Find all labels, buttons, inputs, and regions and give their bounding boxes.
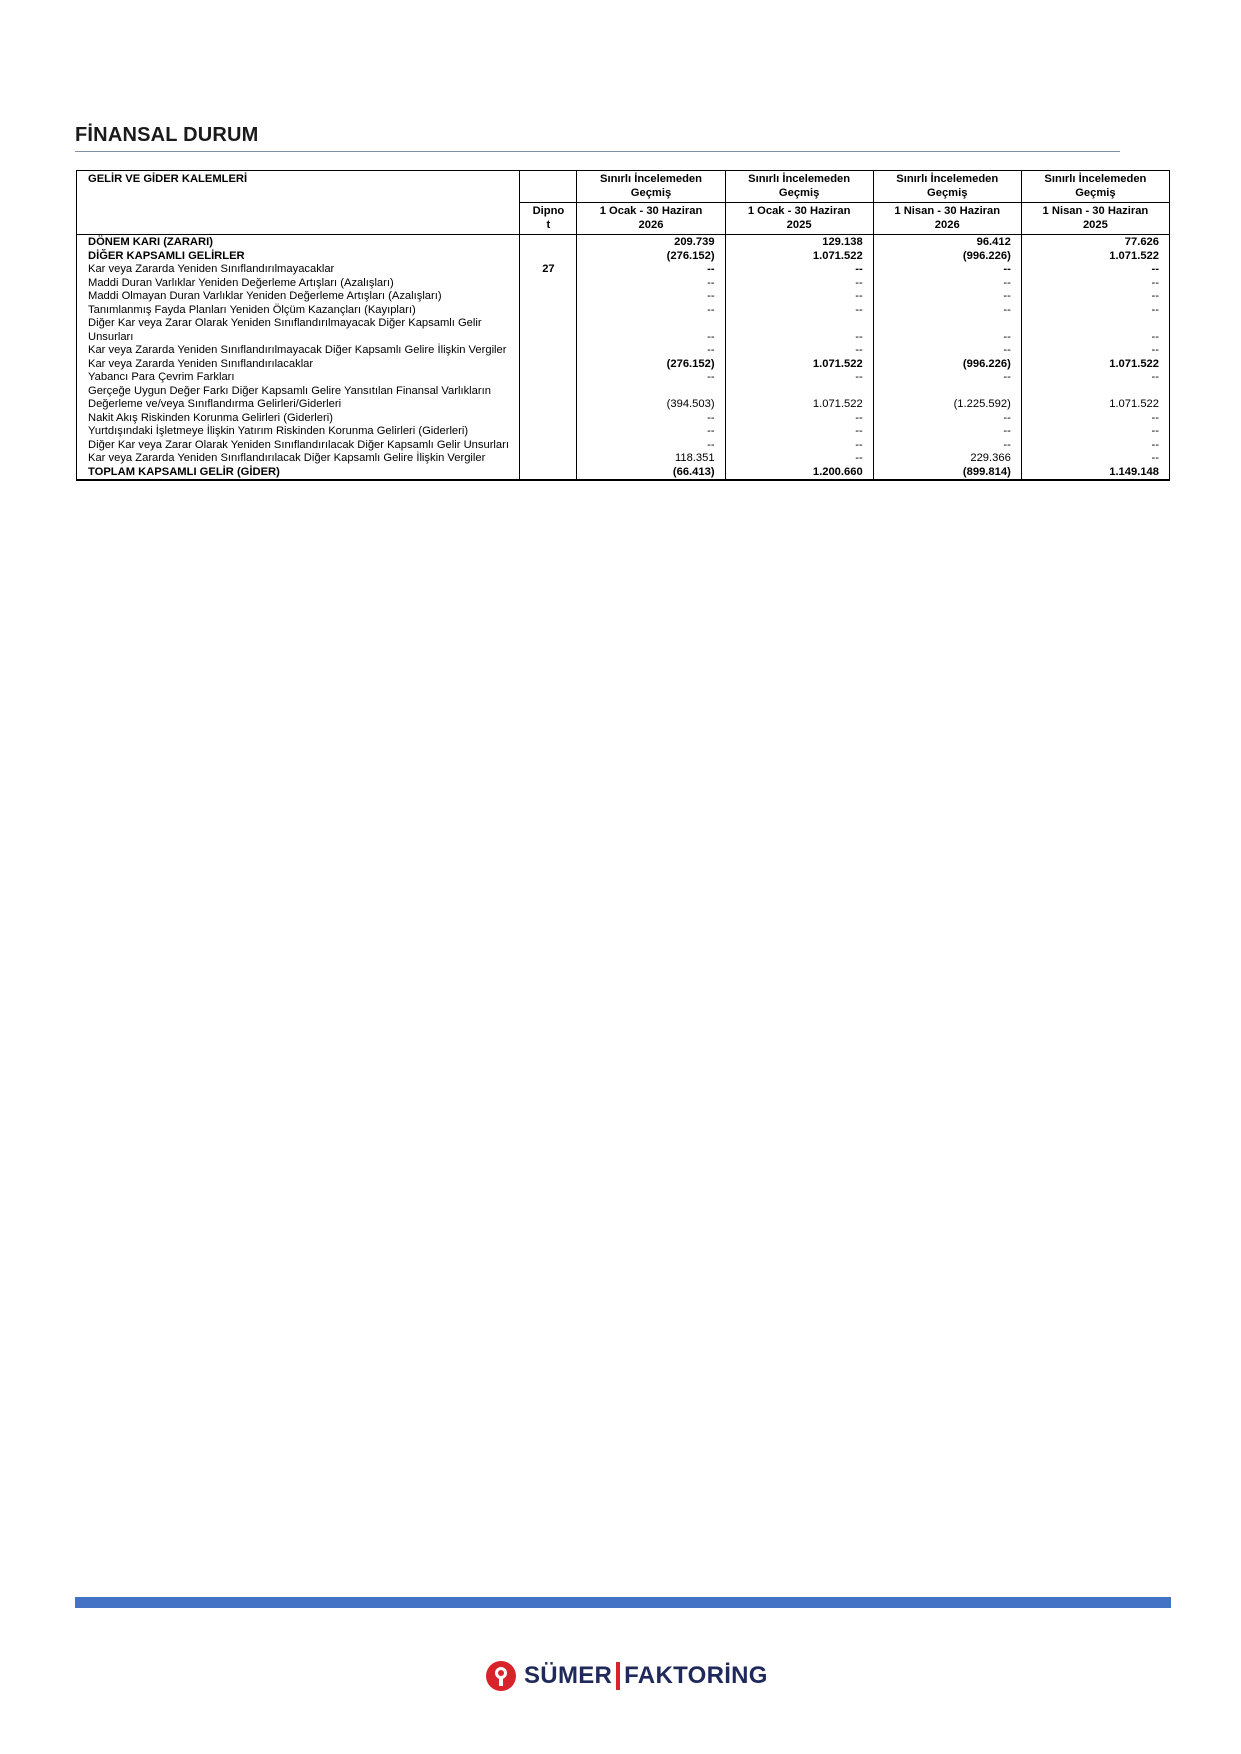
row-value-2: 1.071.522 xyxy=(725,385,873,412)
row-value-3: -- xyxy=(873,412,1021,426)
table-row xyxy=(77,317,1170,344)
logo-text-right: FAKTORİNG xyxy=(624,1662,768,1689)
row-value-1: (276.152) xyxy=(577,358,725,372)
row-label: Yurtdışındaki İşletmeye İlişkin Yatırım Riskinden Korunma Gelirleri (Giderleri) xyxy=(77,425,520,439)
row-value-4: -- xyxy=(1021,277,1169,291)
row-label: Diğer Kar veya Zarar Olarak Yeniden Sınıflandırılacak Diğer Kapsamlı Gelir Unsurları xyxy=(77,439,520,453)
row-value-3: -- xyxy=(873,317,1021,344)
table-body xyxy=(77,235,1170,481)
row-note xyxy=(520,385,577,412)
row-value-3: (996.226) xyxy=(873,250,1021,264)
page-title: FİNANSAL DURUM xyxy=(75,124,259,146)
row-value-3: (899.814) xyxy=(873,466,1021,481)
table-row xyxy=(77,466,1170,481)
row-value-3: -- xyxy=(873,304,1021,318)
logo-separator xyxy=(616,1662,620,1690)
row-value-3: -- xyxy=(873,371,1021,385)
row-value-1: -- xyxy=(577,277,725,291)
row-label: Diğer Kar veya Zarar Olarak Yeniden Sınıflandırılmayacak Diğer Kapsamlı Gelir Unsurları xyxy=(77,317,520,344)
row-value-1: 209.739 xyxy=(577,235,725,250)
row-value-4: -- xyxy=(1021,439,1169,453)
row-value-3: 229.366 xyxy=(873,452,1021,466)
row-value-2: -- xyxy=(725,317,873,344)
row-value-1: (394.503) xyxy=(577,385,725,412)
row-value-3: (996.226) xyxy=(873,358,1021,372)
row-value-2: -- xyxy=(725,263,873,277)
footer-bar xyxy=(75,1597,1171,1608)
row-value-1: -- xyxy=(577,317,725,344)
income-statement-table xyxy=(76,170,1170,481)
row-value-1: (66.413) xyxy=(577,466,725,481)
row-label: Yabancı Para Çevrim Farkları xyxy=(77,371,520,385)
row-label: Kar veya Zararda Yeniden Sınıflandırılacak Diğer Kapsamlı Gelire İlişkin Vergiler xyxy=(77,452,520,466)
row-note xyxy=(520,277,577,291)
row-value-2: -- xyxy=(725,439,873,453)
row-note xyxy=(520,317,577,344)
row-value-4: -- xyxy=(1021,317,1169,344)
note-column-header-top xyxy=(520,171,577,203)
row-value-2: -- xyxy=(725,371,873,385)
row-label: DÖNEM KARI (ZARARI) xyxy=(77,235,520,250)
row-value-4: -- xyxy=(1021,344,1169,358)
column-period-1: 1 Ocak - 30 Haziran 2026 xyxy=(577,203,725,235)
row-note xyxy=(520,304,577,318)
row-value-1: -- xyxy=(577,344,725,358)
row-value-1: -- xyxy=(577,263,725,277)
row-value-2: -- xyxy=(725,277,873,291)
row-value-3: (1.225.592) xyxy=(873,385,1021,412)
row-value-2: -- xyxy=(725,412,873,426)
company-logo xyxy=(486,1658,768,1694)
row-label: Gerçeğe Uygun Değer Farkı Diğer Kapsamlı Gelire Yansıtılan Finansal Varlıkların Değerleme ve/veya Sınıflandırma Gelirleri/Giderleri xyxy=(77,385,520,412)
row-value-4: 1.071.522 xyxy=(1021,250,1169,264)
table-row xyxy=(77,371,1170,385)
row-note xyxy=(520,235,577,250)
table-row xyxy=(77,358,1170,372)
logo-text-left: SÜMER xyxy=(524,1662,613,1689)
row-value-3: -- xyxy=(873,344,1021,358)
row-value-4: 1.149.148 xyxy=(1021,466,1169,481)
column-review-2: Sınırlı İncelemeden Geçmiş xyxy=(725,171,873,203)
row-value-4: -- xyxy=(1021,452,1169,466)
row-note xyxy=(520,452,577,466)
note-column-header: Dipno t xyxy=(520,203,577,235)
table-row xyxy=(77,425,1170,439)
row-label: Maddi Olmayan Duran Varlıklar Yeniden Değerleme Artışları (Azalışları) xyxy=(77,290,520,304)
row-note xyxy=(520,250,577,264)
row-value-1: -- xyxy=(577,439,725,453)
table-row xyxy=(77,344,1170,358)
row-note xyxy=(520,466,577,481)
row-value-2: -- xyxy=(725,344,873,358)
row-value-1: -- xyxy=(577,371,725,385)
table-row xyxy=(77,277,1170,291)
row-value-4: -- xyxy=(1021,425,1169,439)
row-note: 27 xyxy=(520,263,577,277)
row-label: DİĞER KAPSAMLI GELİRLER xyxy=(77,250,520,264)
row-value-2: 1.071.522 xyxy=(725,250,873,264)
table-row xyxy=(77,263,1170,277)
row-label: Kar veya Zararda Yeniden Sınıflandırılmayacak Diğer Kapsamlı Gelire İlişkin Vergiler xyxy=(77,344,520,358)
row-note xyxy=(520,358,577,372)
row-value-4: 1.071.522 xyxy=(1021,358,1169,372)
row-value-1: (276.152) xyxy=(577,250,725,264)
row-value-3: 96.412 xyxy=(873,235,1021,250)
table-row xyxy=(77,250,1170,264)
column-period-4: 1 Nisan - 30 Haziran 2025 xyxy=(1021,203,1169,235)
header-row-review xyxy=(77,171,1170,203)
row-value-4: -- xyxy=(1021,263,1169,277)
row-value-2: -- xyxy=(725,452,873,466)
row-value-3: -- xyxy=(873,425,1021,439)
table-row xyxy=(77,290,1170,304)
row-value-4: -- xyxy=(1021,371,1169,385)
row-label: TOPLAM KAPSAMLI GELİR (GİDER) xyxy=(77,466,520,481)
column-period-2: 1 Ocak - 30 Haziran 2025 xyxy=(725,203,873,235)
row-label: Kar veya Zararda Yeniden Sınıflandırılacaklar xyxy=(77,358,520,372)
column-review-3: Sınırlı İncelemeden Geçmiş xyxy=(873,171,1021,203)
title-divider xyxy=(75,151,1120,152)
row-value-3: -- xyxy=(873,277,1021,291)
row-label: Tanımlanmış Fayda Planları Yeniden Ölçüm Kazançları (Kayıpları) xyxy=(77,304,520,318)
row-value-3: -- xyxy=(873,263,1021,277)
row-value-4: -- xyxy=(1021,290,1169,304)
row-value-3: -- xyxy=(873,439,1021,453)
table-row xyxy=(77,412,1170,426)
row-value-4: 77.626 xyxy=(1021,235,1169,250)
row-note xyxy=(520,439,577,453)
row-label: Kar veya Zararda Yeniden Sınıflandırılmayacaklar xyxy=(77,263,520,277)
column-review-1: Sınırlı İncelemeden Geçmiş xyxy=(577,171,725,203)
row-note xyxy=(520,290,577,304)
row-value-2: 129.138 xyxy=(725,235,873,250)
row-label: Nakit Akış Riskinden Korunma Gelirleri (Giderleri) xyxy=(77,412,520,426)
table-row xyxy=(77,304,1170,318)
row-value-1: -- xyxy=(577,290,725,304)
sumer-key-icon xyxy=(486,1661,516,1691)
table-row xyxy=(77,452,1170,466)
label-column-header: GELİR VE GİDER KALEMLERİ xyxy=(77,171,520,235)
column-period-3: 1 Nisan - 30 Haziran 2026 xyxy=(873,203,1021,235)
row-value-1: -- xyxy=(577,412,725,426)
row-label: Maddi Duran Varlıklar Yeniden Değerleme Artışları (Azalışları) xyxy=(77,277,520,291)
row-note xyxy=(520,344,577,358)
table-row xyxy=(77,235,1170,250)
row-value-2: 1.071.522 xyxy=(725,358,873,372)
table-row xyxy=(77,439,1170,453)
row-value-4: 1.071.522 xyxy=(1021,385,1169,412)
row-value-2: -- xyxy=(725,425,873,439)
row-value-1: -- xyxy=(577,425,725,439)
row-note xyxy=(520,371,577,385)
row-value-2: -- xyxy=(725,290,873,304)
row-note xyxy=(520,425,577,439)
row-value-1: 118.351 xyxy=(577,452,725,466)
row-value-4: -- xyxy=(1021,412,1169,426)
row-value-3: -- xyxy=(873,290,1021,304)
row-value-2: 1.200.660 xyxy=(725,466,873,481)
row-value-1: -- xyxy=(577,304,725,318)
column-review-4: Sınırlı İncelemeden Geçmiş xyxy=(1021,171,1169,203)
row-value-4: -- xyxy=(1021,304,1169,318)
row-note xyxy=(520,412,577,426)
row-value-2: -- xyxy=(725,304,873,318)
table-row xyxy=(77,385,1170,412)
